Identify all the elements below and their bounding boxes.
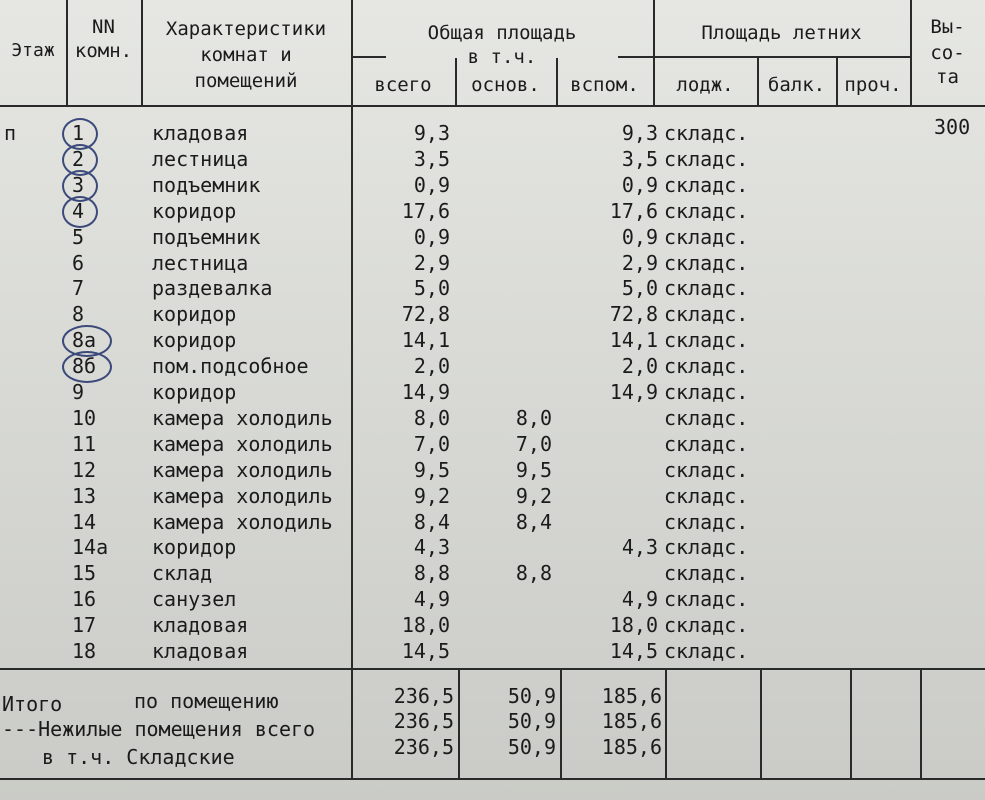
totals-label-b-1: по помещению xyxy=(134,689,279,713)
room-number: 5 xyxy=(72,225,85,249)
room-usage: складс. xyxy=(664,276,749,300)
grid-line xyxy=(560,668,562,780)
floor-value: п xyxy=(4,121,17,145)
area-aux: 2,0 xyxy=(621,354,658,378)
room-name: пом.подсобное xyxy=(152,354,309,378)
area-aux: 9,3 xyxy=(621,121,658,145)
area-total: 8,8 xyxy=(413,561,450,585)
totals-label-a-3: в т.ч. Складские xyxy=(42,745,235,769)
totals-total-1: 236,5 xyxy=(393,684,454,708)
table-row xyxy=(0,511,985,535)
totals-aux-2: 185,6 xyxy=(601,709,662,733)
room-number: 15 xyxy=(72,561,97,585)
table-row xyxy=(0,200,985,224)
totals-main-2: 50,9 xyxy=(507,709,556,733)
grid-line xyxy=(850,668,852,780)
table-row xyxy=(0,122,985,146)
area-total: 9,3 xyxy=(413,121,450,145)
totals-aux-1: 185,6 xyxy=(601,684,662,708)
hand-drawn-circle-mark xyxy=(62,351,112,383)
area-aux: 18,0 xyxy=(609,613,658,637)
header-nn-1: NN xyxy=(92,16,115,38)
room-usage: складс. xyxy=(664,328,749,352)
area-total: 2,9 xyxy=(413,251,450,275)
room-usage: складс. xyxy=(664,587,749,611)
area-total: 7,0 xyxy=(413,432,450,456)
room-usage: складс. xyxy=(664,147,749,171)
header-height-3: та xyxy=(936,66,959,88)
room-name: коридор xyxy=(152,302,237,326)
table-row xyxy=(0,433,985,457)
area-total: 0,9 xyxy=(413,225,450,249)
header-height-2: со- xyxy=(930,42,965,64)
table-row xyxy=(0,252,985,276)
room-number: 13 xyxy=(72,484,97,508)
room-name: камера холодиль xyxy=(152,432,333,456)
room-name: кладовая xyxy=(152,639,249,663)
area-total: 14,1 xyxy=(401,328,450,352)
room-name: кладовая xyxy=(152,121,249,145)
room-usage: складс. xyxy=(664,639,749,663)
room-usage: складс. xyxy=(664,613,749,637)
room-number: 7 xyxy=(72,276,85,300)
grid-line xyxy=(665,668,667,780)
table-row xyxy=(0,459,985,483)
room-name: раздевалка xyxy=(152,276,273,300)
room-number: 14а xyxy=(72,535,109,559)
room-number: 8а xyxy=(72,328,97,352)
room-usage: складс. xyxy=(664,561,749,585)
area-aux: 14,9 xyxy=(609,380,658,404)
area-aux: 5,0 xyxy=(621,276,658,300)
table-row xyxy=(0,614,985,638)
room-usage: складс. xyxy=(664,251,749,275)
room-name: камера холодиль xyxy=(152,484,333,508)
area-aux: 0,9 xyxy=(621,225,658,249)
area-total: 5,0 xyxy=(413,276,450,300)
room-number: 16 xyxy=(72,587,97,611)
room-number: 18 xyxy=(72,639,97,663)
room-number: 10 xyxy=(72,406,97,430)
room-name: коридор xyxy=(152,328,237,352)
totals-main-3: 50,9 xyxy=(507,735,556,759)
totals-main-1: 50,9 xyxy=(507,684,556,708)
room-usage: складс. xyxy=(664,484,749,508)
totals-label-a-1: Итого xyxy=(2,692,63,716)
header-nn-2: комн. xyxy=(74,40,133,62)
table-row xyxy=(0,588,985,612)
grid-line xyxy=(920,668,922,780)
room-name: камера холодиль xyxy=(152,406,333,430)
area-total: 14,5 xyxy=(401,639,450,663)
header-characteristics-3: помещений xyxy=(194,70,298,92)
area-total: 72,8 xyxy=(401,302,450,326)
area-aux: 14,1 xyxy=(609,328,658,352)
room-number: 11 xyxy=(72,432,97,456)
area-total: 4,3 xyxy=(413,535,450,559)
hand-drawn-circle-mark xyxy=(62,196,98,228)
room-name: лестница xyxy=(152,251,249,275)
area-aux: 0,9 xyxy=(621,173,658,197)
header-characteristics-2: комнат и xyxy=(200,44,292,66)
area-aux: 4,9 xyxy=(621,587,658,611)
area-total: 8,0 xyxy=(413,406,450,430)
header-summer-area: Площадь летних xyxy=(701,22,862,44)
table-row xyxy=(0,640,985,664)
header-sub-main: основ. xyxy=(471,74,540,96)
room-usage: складс. xyxy=(664,302,749,326)
header-total-area: Общая площадь xyxy=(427,22,577,44)
room-number: 14 xyxy=(72,510,97,534)
room-number: 17 xyxy=(72,613,97,637)
area-total: 3,5 xyxy=(413,147,450,171)
header-sub-loggia: лодж. xyxy=(676,74,734,96)
area-main: 8,0 xyxy=(515,406,552,430)
header-incl: в т.ч. xyxy=(467,46,537,68)
room-name: коридор xyxy=(152,380,237,404)
area-aux: 17,6 xyxy=(609,199,658,223)
room-name: камера холодиль xyxy=(152,458,333,482)
area-main: 8,4 xyxy=(515,510,552,534)
room-usage: складс. xyxy=(664,380,749,404)
table-row xyxy=(0,148,985,172)
room-name: лестница xyxy=(152,147,249,171)
table-row xyxy=(0,277,985,301)
room-number: 12 xyxy=(72,458,97,482)
totals-total-3: 236,5 xyxy=(393,735,454,759)
room-usage: складс. xyxy=(664,354,749,378)
room-usage: складс. xyxy=(664,121,749,145)
room-usage: складс. xyxy=(664,510,749,534)
header-sub-aux: вспом. xyxy=(570,74,639,96)
table-row xyxy=(0,174,985,198)
room-name: коридор xyxy=(152,199,237,223)
room-name: коридор xyxy=(152,535,237,559)
table-row xyxy=(0,226,985,250)
room-number: 3 xyxy=(72,173,85,197)
area-total: 9,2 xyxy=(413,484,450,508)
grid-line xyxy=(0,778,985,780)
area-main: 9,2 xyxy=(515,484,552,508)
room-usage: складс. xyxy=(664,199,749,223)
area-aux: 14,5 xyxy=(609,639,658,663)
room-name: кладовая xyxy=(152,613,249,637)
area-main: 9,5 xyxy=(515,458,552,482)
table-row xyxy=(0,381,985,405)
room-usage: складс. xyxy=(664,173,749,197)
room-number: 8 xyxy=(72,302,85,326)
room-usage: складс. xyxy=(664,458,749,482)
room-number: 2 xyxy=(72,147,85,171)
height-value: 300 xyxy=(934,115,971,139)
area-aux: 2,9 xyxy=(621,251,658,275)
area-aux: 72,8 xyxy=(609,302,658,326)
room-number: 6 xyxy=(72,251,85,275)
room-number: 8б xyxy=(72,354,97,378)
area-total: 0,9 xyxy=(413,173,450,197)
header-characteristics-1: Характеристики xyxy=(165,18,327,40)
table-row xyxy=(0,303,985,327)
room-number: 1 xyxy=(72,121,85,145)
grid-line xyxy=(618,56,653,58)
table-row xyxy=(0,485,985,509)
room-name: склад xyxy=(152,561,213,585)
room-usage: складс. xyxy=(664,225,749,249)
grid-line xyxy=(760,668,762,780)
header-sub-total: всего xyxy=(374,74,432,96)
grid-line xyxy=(653,56,910,58)
area-total: 8,4 xyxy=(413,510,450,534)
totals-label-a-2: ---Нежилые помещения всего xyxy=(2,717,316,741)
area-main: 8,8 xyxy=(515,561,552,585)
area-total: 2,0 xyxy=(413,354,450,378)
grid-line xyxy=(0,668,985,670)
table-row xyxy=(0,329,985,353)
header-floor: Этаж xyxy=(11,40,55,61)
totals-aux-3: 185,6 xyxy=(601,735,662,759)
grid-line xyxy=(458,668,460,780)
area-total: 9,5 xyxy=(413,458,450,482)
header-sub-other: проч. xyxy=(844,74,902,96)
area-total: 18,0 xyxy=(401,613,450,637)
header-sub-balcony: балк. xyxy=(767,74,826,96)
grid-line xyxy=(0,105,985,107)
grid-line xyxy=(351,56,386,58)
area-aux: 4,3 xyxy=(621,535,658,559)
table-row xyxy=(0,536,985,560)
area-total: 17,6 xyxy=(401,199,450,223)
area-total: 14,9 xyxy=(401,380,450,404)
table-row xyxy=(0,407,985,431)
room-usage: складс. xyxy=(664,535,749,559)
room-usage: складс. xyxy=(664,406,749,430)
room-usage: складс. xyxy=(664,432,749,456)
header-height-1: Вы- xyxy=(930,16,965,38)
room-number: 4 xyxy=(72,199,85,223)
area-aux: 3,5 xyxy=(621,147,658,171)
room-name: камера холодиль xyxy=(152,510,333,534)
area-main: 7,0 xyxy=(515,432,552,456)
area-total: 4,9 xyxy=(413,587,450,611)
table-row xyxy=(0,562,985,586)
room-number: 9 xyxy=(72,380,85,404)
room-name: подъемник xyxy=(152,225,261,249)
totals-total-2: 236,5 xyxy=(393,709,454,733)
room-name: санузел xyxy=(152,587,237,611)
table-row xyxy=(0,355,985,379)
room-name: подъемник xyxy=(152,173,261,197)
